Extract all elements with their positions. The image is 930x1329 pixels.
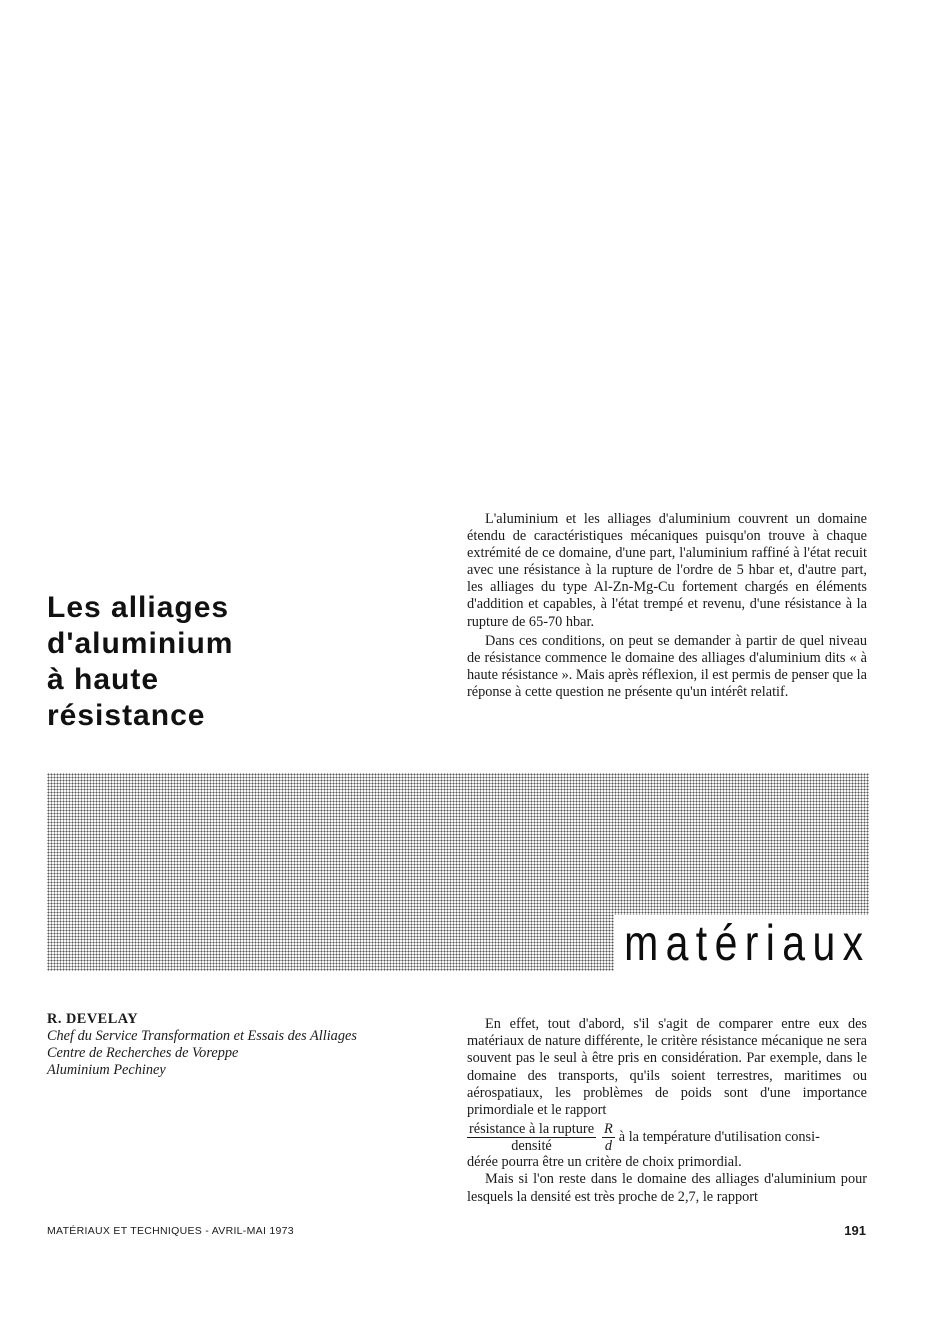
formula-tail-text: à la température d'utilisation consi- <box>618 1129 820 1146</box>
fraction-numerator: R <box>604 1121 613 1138</box>
fraction-denominator: d <box>604 1138 612 1155</box>
fraction-denominator: densité <box>511 1138 552 1155</box>
section-banner-word: matériaux <box>615 915 871 971</box>
fraction-numerator: résistance à la rupture <box>469 1121 595 1138</box>
title-line: d'aluminium <box>47 627 234 660</box>
section-banner <box>47 773 869 971</box>
author-affiliation-line: Aluminium Pechiney <box>47 1062 166 1078</box>
ratio-fraction-symbols <box>602 1121 615 1154</box>
page-number: 191 <box>844 1223 866 1238</box>
title-line: à haute <box>47 663 160 696</box>
title-line: Les alliages <box>47 591 230 624</box>
author-name: R. DEVELAY <box>47 1011 139 1027</box>
title-line: résistance <box>47 699 206 732</box>
body-text <box>467 1016 867 1208</box>
author-affiliation-line: Centre de Recherches de Voreppe <box>47 1045 239 1061</box>
body-paragraph: Mais si l'on reste dans le domaine des alliages d'aluminium pour lesquels la densité est très proche de 2,7, le rapport <box>467 1171 867 1205</box>
author-block <box>47 1011 427 1079</box>
ratio-fraction-words <box>467 1121 596 1154</box>
body-line: dérée pourra être un critère de choix primordial. <box>467 1154 742 1171</box>
article-title <box>47 590 427 734</box>
ratio-formula <box>467 1121 867 1154</box>
intro-text <box>467 511 867 703</box>
journal-footer: MATÉRIAUX ET TECHNIQUES - AVRIL-MAI 1973 <box>47 1225 294 1237</box>
body-paragraph: En effet, tout d'abord, s'il s'agit de comparer entre eux des matériaux de nature différente, le critère résistance mécanique ne sera souvent pas le seul à être pris en considération. Par exemple, dans le domaine des transports, qu'ils soient terrestres, maritimes ou aérospatiaux, les problèmes de poids sont d'une importance primordiale et le rapport <box>467 1016 867 1119</box>
intro-paragraph: L'aluminium et les alliages d'aluminium couvrent un domaine étendu de caractéristiques mécaniques puisqu'on trouve à chaque extrémité de ce domaine, d'une part, l'aluminium raffiné à l'état recuit avec une résistance à la rupture de l'ordre de 5 hbar et, d'autre part, les alliages du type Al-Zn-Mg-Cu fortement chargés en éléments d'addition et capables, à l'état trempé et revenu, d'une résistance à la rupture de 65-70 hbar. <box>467 511 867 630</box>
author-affiliation-line: Chef du Service Transformation et Essais des Alliages <box>47 1028 357 1044</box>
intro-paragraph: Dans ces conditions, on peut se demander à partir de quel niveau de résistance commence le domaine des alliages d'aluminium dits « à haute résistance ». Mais après réflexion, il est permis de penser que la réponse à cette question ne présente qu'un intérêt relatif. <box>467 632 867 700</box>
